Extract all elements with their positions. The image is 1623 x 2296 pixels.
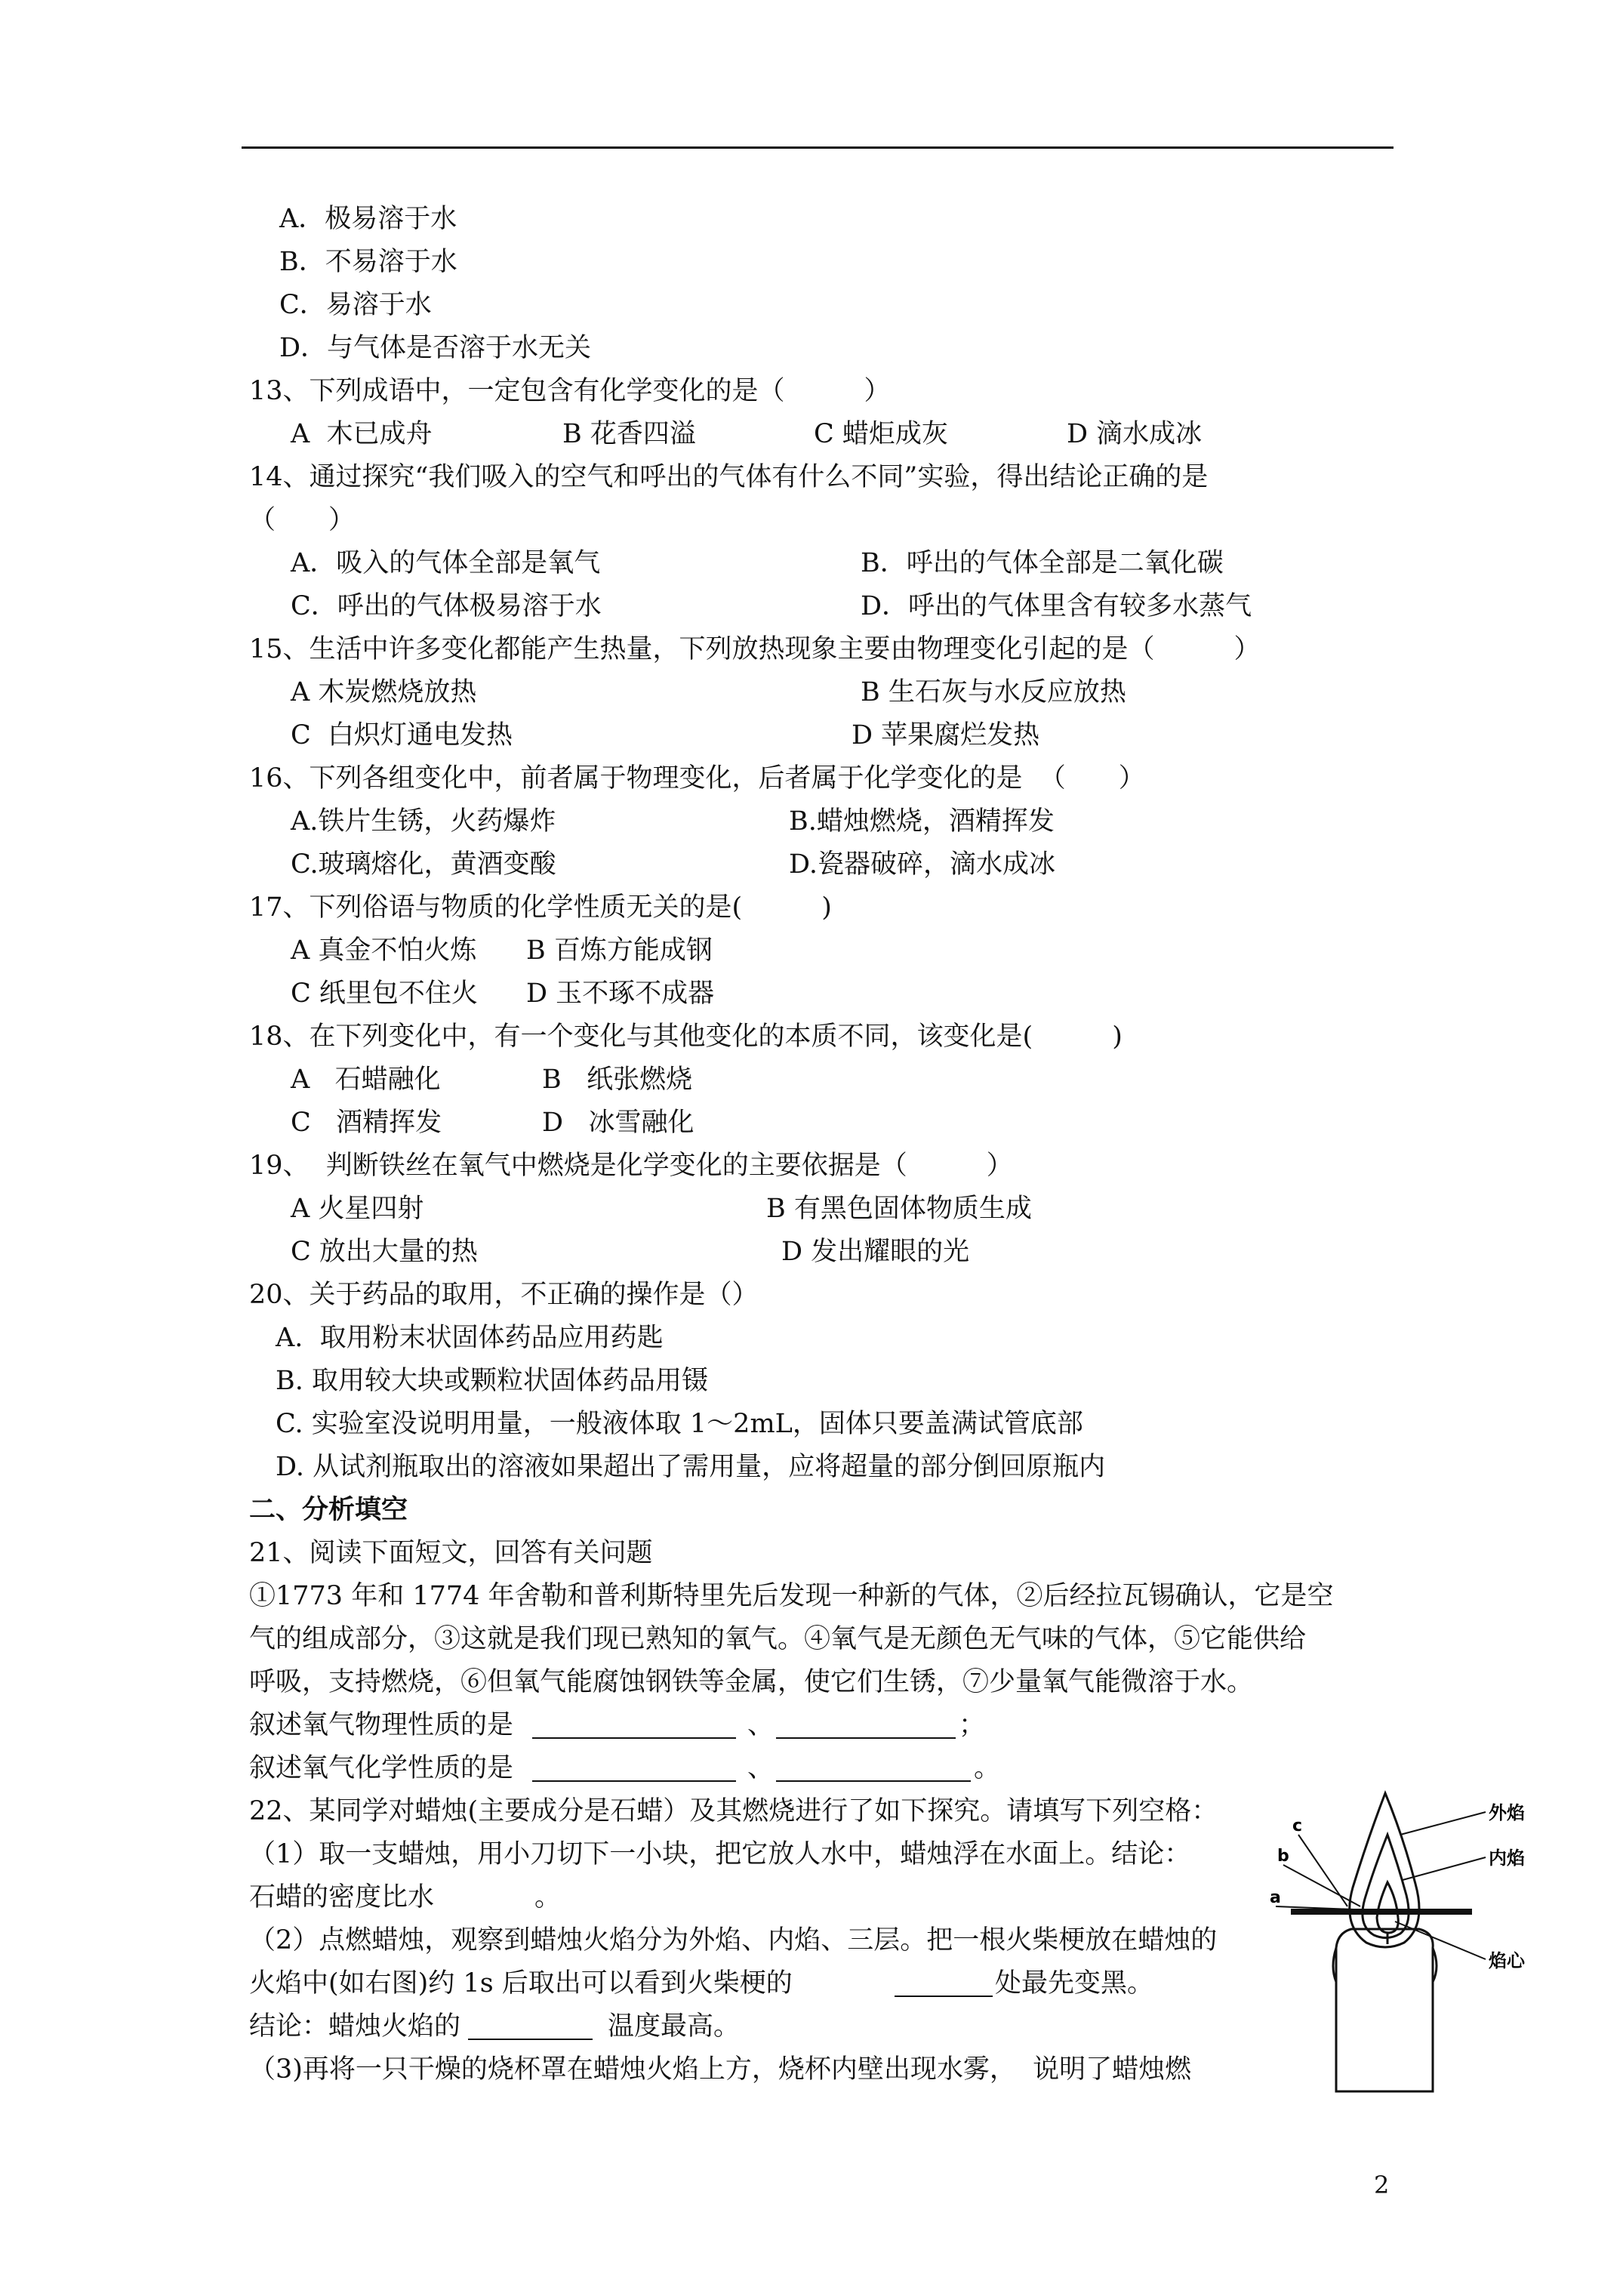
q13-option-a: A 木已成舟 xyxy=(291,419,433,449)
q14-option-c: C．呼出的气体极易溶于水 xyxy=(291,591,602,621)
q16-option-d: D.瓷器破碎，滴水成冰 xyxy=(789,849,1055,880)
q17-option-a: A 真金不怕火炼 xyxy=(291,935,477,966)
q22-part2-line2: 火焰中(如右图)约 1s 后取出可以看到火柴梗的 xyxy=(249,1968,793,1999)
q15-option-a: A 木炭燃烧放热 xyxy=(291,677,477,707)
q19-stem: 19、 判断铁丝在氧气中燃烧是化学变化的主要依据是（ ） xyxy=(249,1151,1013,1181)
q21-fill2-sep: 、 xyxy=(747,1753,775,1783)
q15-option-b: B 生石灰与水反应放热 xyxy=(861,677,1126,707)
candle-body xyxy=(1336,1929,1433,2091)
outer-flame xyxy=(1350,1793,1419,1947)
header-rule xyxy=(242,146,1394,149)
label-b: b xyxy=(1277,1847,1289,1866)
q22-part3: （3)再将一只干燥的烧杯罩在蜡烛火焰上方，烧杯内壁出现水雾， 说明了蜡烛燃 xyxy=(249,2054,1192,2085)
q21-fill1-blank1[interactable] xyxy=(532,1737,736,1739)
match-stick xyxy=(1291,1909,1472,1915)
q14-paren: （ ） xyxy=(249,505,356,535)
label-a: a xyxy=(1270,1888,1281,1907)
q21-fill2-blank1[interactable] xyxy=(532,1780,736,1782)
q19-option-c: C 放出大量的热 xyxy=(291,1237,478,1267)
inner-flame-leader xyxy=(1403,1857,1486,1880)
q13-option-d: D 滴水成冰 xyxy=(1067,419,1203,449)
q20-option-a: A. 取用粉末状固体药品应用药匙 xyxy=(276,1323,664,1353)
q12-option-d: D．与气体是否溶于水无关 xyxy=(279,333,592,363)
q18-option-d: D 冰雪融化 xyxy=(542,1108,694,1138)
label-outer-flame: 外焰 xyxy=(1489,1802,1525,1823)
q13-stem: 13、下列成语中，一定包含有化学变化的是（ ） xyxy=(249,376,891,406)
q16-option-a: A.铁片生锈，火药爆炸 xyxy=(291,806,556,837)
q12-option-b: B．不易溶于水 xyxy=(279,247,457,277)
q17-option-b: B 百炼方能成钢 xyxy=(526,935,713,966)
label-c: c xyxy=(1292,1817,1303,1835)
q17-stem: 17、下列俗语与物质的化学性质无关的是( ) xyxy=(249,892,832,923)
page-number: 2 xyxy=(1374,2171,1390,2199)
q18-option-b: B 纸张燃烧 xyxy=(542,1065,693,1095)
flame-core xyxy=(1377,1882,1398,1933)
q14-option-a: A．吸入的气体全部是氧气 xyxy=(291,548,601,578)
q15-option-d: D 苹果腐烂发热 xyxy=(852,720,1040,750)
q21-fill2-blank2[interactable] xyxy=(776,1780,971,1782)
q21-fill1-sep: 、 xyxy=(747,1710,775,1740)
outer-flame-leader xyxy=(1400,1812,1486,1835)
q21-fill2-end: 。 xyxy=(974,1753,1001,1783)
q18-option-a: A 石蜡融化 xyxy=(291,1065,441,1095)
q19-option-d: D 发出耀眼的光 xyxy=(781,1237,970,1267)
q21-fill1-label: 叙述氧气物理性质的是 xyxy=(249,1710,514,1740)
q18-stem: 18、在下列变化中，有一个变化与其他变化的本质不同，该变化是( ) xyxy=(249,1022,1123,1052)
q19-option-a: A 火星四射 xyxy=(291,1194,424,1224)
section-heading: 二、分析填空 xyxy=(249,1494,408,1525)
q14-option-d: D．呼出的气体里含有较多水蒸气 xyxy=(861,591,1252,621)
q20-option-c: C. 实验室没说明用量，一般液体取 1～2mL，固体只要盖满试管底部 xyxy=(276,1409,1083,1439)
b-leader xyxy=(1283,1865,1360,1906)
label-flame-core: 焰心 xyxy=(1489,1950,1525,1971)
q22-part2-end: 处最先变黑。 xyxy=(995,1968,1154,1999)
q14-option-b: B．呼出的气体全部是二氧化碳 xyxy=(861,548,1224,578)
q21-fill1-blank2[interactable] xyxy=(776,1737,956,1739)
q22-part1: （1）取一支蜡烛，用小刀切下一小块，把它放人水中，蜡烛浮在水面上。结论： xyxy=(249,1839,1191,1869)
q16-option-b: B.蜡烛燃烧，酒精挥发 xyxy=(789,806,1055,837)
q20-option-d: D. 从试剂瓶取出的溶液如果超出了需用量，应将超量的部分倒回原瓶内 xyxy=(276,1452,1106,1482)
q18-option-c: C 酒精挥发 xyxy=(291,1108,442,1138)
q21-stem: 21、阅读下面短文，回答有关问题 xyxy=(249,1538,653,1568)
q22-part1-end: 。 xyxy=(534,1882,562,1912)
q22-conclusion-blank[interactable] xyxy=(468,2039,593,2040)
q22-conclusion-end: 温度最高。 xyxy=(608,2011,741,2042)
q15-stem: 15、生活中许多变化都能产生热量，下列放热现象主要由物理变化引起的是（ ） xyxy=(249,634,1261,664)
q12-option-a: A．极易溶于水 xyxy=(279,204,457,234)
q21-fill2-label: 叙述氧气化学性质的是 xyxy=(249,1753,514,1783)
q20-stem: 20、关于药品的取用，不正确的操作是（） xyxy=(249,1280,759,1310)
q12-option-c: C．易溶于水 xyxy=(279,290,432,320)
q22-part1-conclusion: 石蜡的密度比水 xyxy=(249,1882,435,1912)
q13-option-c: C 蜡炬成灰 xyxy=(814,419,948,449)
q14-stem: 14、通过探究“我们吸入的空气和呼出的气体有什么不同”实验，得出结论正确的是 xyxy=(249,462,1209,492)
q16-option-c: C.玻璃熔化，黄酒变酸 xyxy=(291,849,556,880)
q16-stem: 16、下列各组变化中，前者属于物理变化，后者属于化学变化的是 （ ） xyxy=(249,763,1145,794)
q21-passage-line1: ①1773 年和 1774 年舍勒和普利斯特里先后发现一种新的气体，②后经拉瓦锡确认，它是空 xyxy=(249,1581,1334,1611)
q17-option-c: C 纸里包不住火 xyxy=(291,978,478,1009)
candle-flame-figure xyxy=(1270,1793,1532,2110)
q22-conclusion-label: 结论：蜡烛火焰的 xyxy=(249,2011,461,2042)
q21-passage-line2: 气的组成部分，③这就是我们现已熟知的氧气。④氧气是无颜色无气味的气体，⑤它能供给 xyxy=(249,1624,1307,1654)
q15-option-c: C 白炽灯通电发热 xyxy=(291,720,513,750)
q13-option-b: B 花香四溢 xyxy=(562,419,696,449)
q21-fill1-end: ； xyxy=(959,1710,986,1740)
q20-option-b: B. 取用较大块或颗粒状固体药品用镊 xyxy=(276,1366,708,1396)
core-leader xyxy=(1395,1922,1486,1959)
q22-part2-blank[interactable] xyxy=(895,1996,993,1997)
label-inner-flame: 内焰 xyxy=(1489,1848,1525,1869)
q21-passage-line3: 呼吸，支持燃烧，⑥但氧气能腐蚀钢铁等金属，使它们生锈，⑦少量氧气能微溶于水。 xyxy=(249,1667,1254,1697)
q19-option-b: B 有黑色固体物质生成 xyxy=(766,1194,1032,1224)
q22-part2: （2）点燃蜡烛，观察到蜡烛火焰分为外焰、内焰、三层。把一根火柴梗放在蜡烛的 xyxy=(249,1925,1218,1955)
q17-option-d: D 玉不琢不成器 xyxy=(526,978,715,1009)
q22-stem: 22、某同学对蜡烛(主要成分是石蜡）及其燃烧进行了如下探究。请填写下列空格： xyxy=(249,1796,1218,1826)
